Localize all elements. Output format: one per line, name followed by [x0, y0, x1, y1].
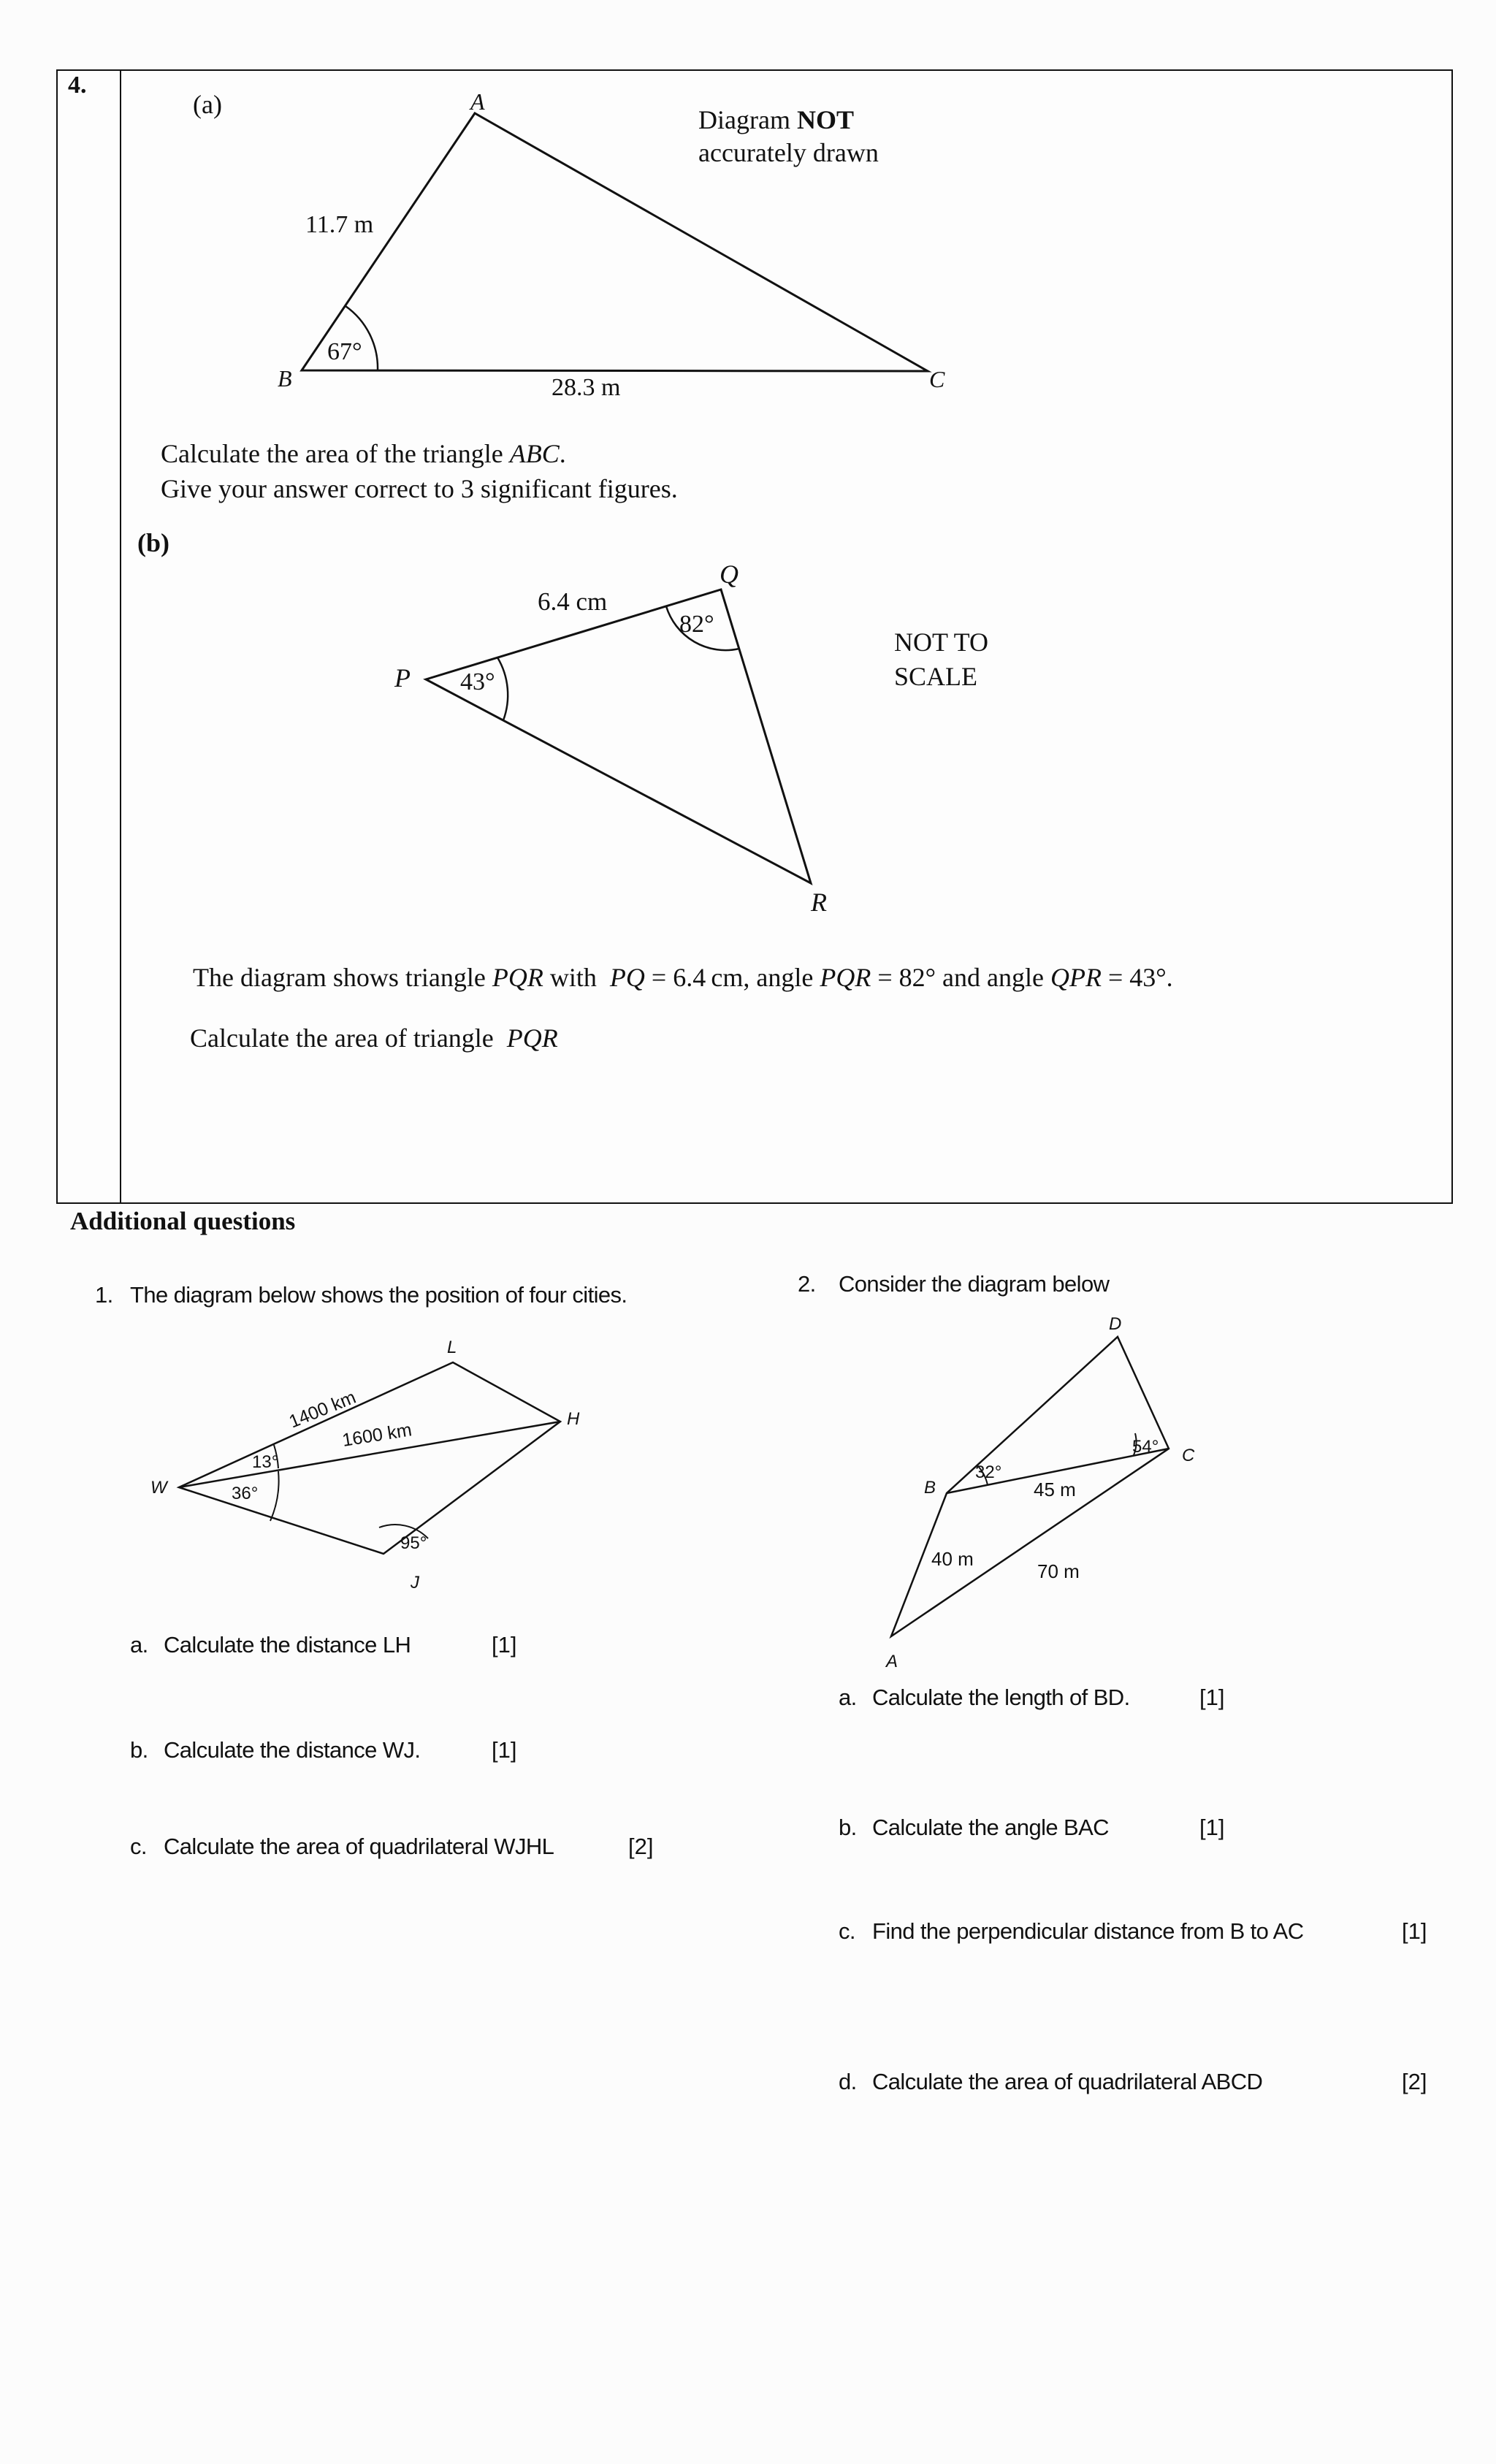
part-b-question: Calculate the area of triangle PQR — [190, 1023, 558, 1053]
part-a-question-line2: Give your answer correct to 3 significant figures. — [161, 474, 678, 503]
q1-part-b-letter: b. — [130, 1737, 148, 1763]
length-bc-label: 45 m — [1034, 1479, 1076, 1500]
q2-part-d-letter: d. — [839, 2069, 857, 2094]
vertex-b2-label: B — [924, 1478, 936, 1498]
q2-part-b-mark: [1] — [1199, 1815, 1225, 1840]
q2-part-c-mark: [1] — [1402, 1918, 1427, 1944]
part-b-statement: The diagram shows triangle PQR with PQ = 6.4 cm, angle PQR = 82° and angle QPR = 43°. — [193, 963, 1173, 992]
diagram-note-word: Diagram — [698, 105, 790, 134]
side-bc-label: 28.3 m — [552, 374, 621, 401]
vertex-a2-label: A — [886, 1652, 898, 1671]
distance-wh-label: 1600 km — [340, 1419, 413, 1451]
question-number: 4. — [68, 72, 87, 99]
q2-part-b-letter: b. — [839, 1815, 857, 1840]
q1-part-c-letter: c. — [130, 1834, 147, 1859]
vertex-c2-label: C — [1182, 1446, 1195, 1465]
angle-q-label: 82° — [679, 611, 714, 638]
q2-part-c-letter: c. — [839, 1918, 855, 1944]
q2-part-a-letter: a. — [839, 1685, 857, 1710]
distance-wl-label: 1400 km — [286, 1387, 359, 1433]
angle-95-label: 95° — [400, 1533, 427, 1553]
diagram-note-b-line1: NOT TO — [894, 628, 989, 657]
length-ab-label: 40 m — [931, 1548, 974, 1570]
q1-part-c-text: Calculate the area of quadrilateral WJHL — [164, 1834, 554, 1859]
city-j-label: J — [411, 1573, 419, 1593]
angle-54-label: 54° — [1132, 1437, 1159, 1457]
q1-part-a-letter: a. — [130, 1632, 148, 1658]
diagram-note-b-line2: SCALE — [894, 662, 978, 691]
angle-36-label: 36° — [232, 1484, 259, 1503]
side-ab-label: 11.7 m — [305, 211, 374, 238]
part-a-label: (a) — [193, 90, 222, 119]
q2-part-a-text: Calculate the length of BD. — [872, 1685, 1130, 1710]
side-pq-label: 6.4 cm — [538, 587, 608, 616]
q2-intro: Consider the diagram below — [839, 1271, 1110, 1297]
vertex-b-label: B — [278, 365, 292, 392]
q1-part-c-mark: [2] — [628, 1834, 654, 1859]
angle-13-label: 13° — [252, 1452, 279, 1472]
q1-part-b-mark: [1] — [492, 1737, 517, 1763]
vertex-q-label: Q — [720, 560, 739, 589]
vertex-a-label: A — [470, 88, 485, 115]
vertex-d-label: D — [1109, 1314, 1122, 1334]
length-ac-label: 70 m — [1037, 1560, 1080, 1582]
additional-questions-heading: Additional questions — [70, 1207, 296, 1235]
q2-number: 2. — [798, 1271, 816, 1297]
vertex-c-label: C — [929, 366, 945, 392]
vertex-p-label: P — [394, 663, 411, 693]
city-w-label: W — [150, 1478, 167, 1498]
city-h-label: H — [567, 1409, 580, 1429]
q1-number: 1. — [95, 1282, 113, 1308]
q2-part-d-text: Calculate the area of quadrilateral ABCD — [872, 2069, 1263, 2094]
q1-part-a-text: Calculate the distance LH — [164, 1632, 411, 1658]
angle-p-label: 43° — [460, 668, 495, 695]
q1-intro: The diagram below shows the position of four cities. — [130, 1282, 627, 1308]
part-a-question-line1: Calculate the area of the triangle ABC. — [161, 439, 566, 468]
q1-part-a-mark: [1] — [492, 1632, 517, 1658]
vertex-r-label: R — [811, 888, 827, 917]
diagram-note-not: NOT — [796, 105, 854, 134]
city-l-label: L — [447, 1338, 457, 1357]
angle-32-label: 32° — [975, 1462, 1002, 1482]
q2-part-a-mark: [1] — [1199, 1685, 1225, 1710]
part-b-label: (b) — [137, 528, 169, 557]
q2-part-c-text: Find the perpendicular distance from B to AC — [872, 1918, 1304, 1944]
angle-b-label: 67° — [327, 338, 362, 365]
q1-part-b-text: Calculate the distance WJ. — [164, 1737, 421, 1763]
q2-part-d-mark: [2] — [1402, 2069, 1427, 2094]
diagram-note-a-line2: accurately drawn — [698, 138, 879, 167]
q2-part-b-text: Calculate the angle BAC — [872, 1815, 1109, 1840]
